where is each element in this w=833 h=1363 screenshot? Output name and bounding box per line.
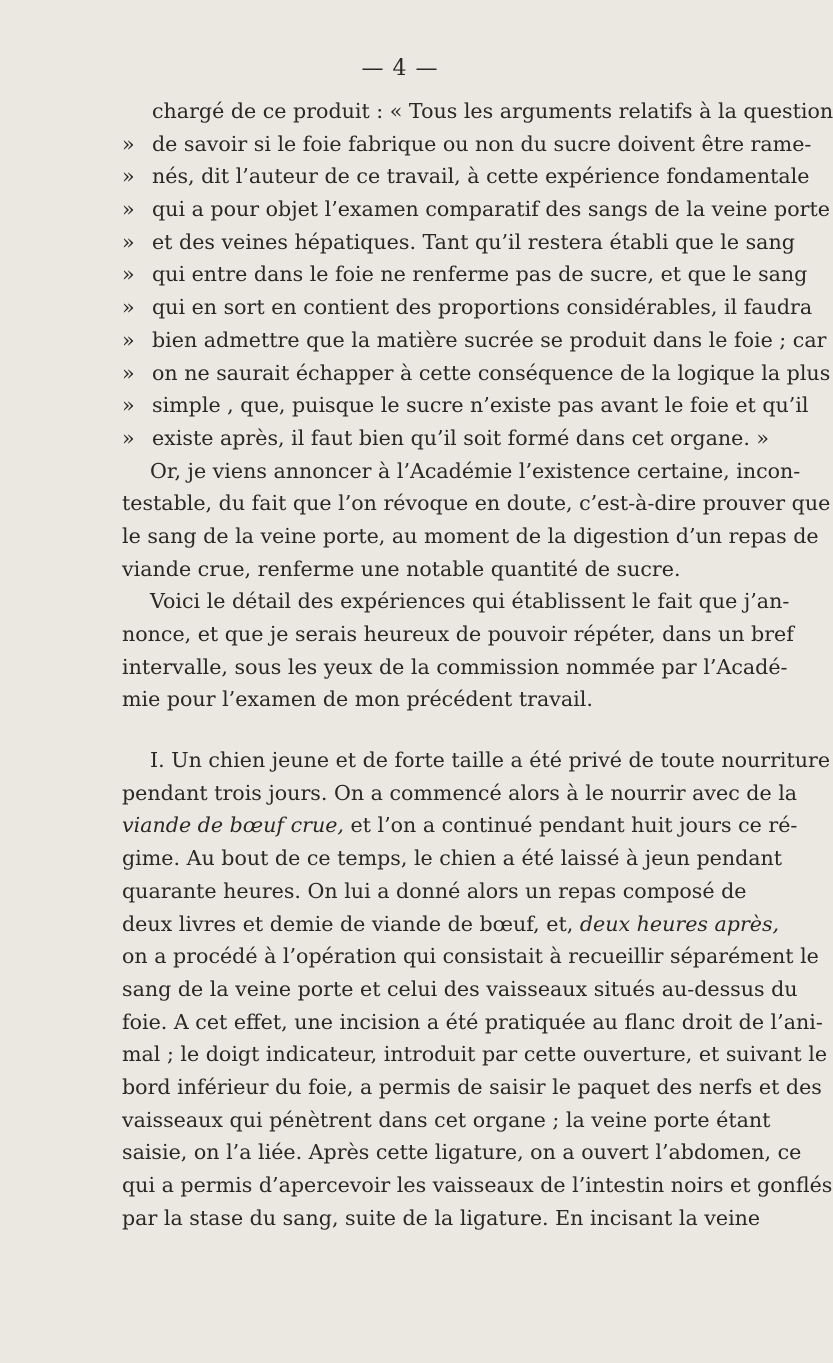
quote-mark: »: [122, 131, 135, 156]
body-text: [122, 95, 833, 1234]
text-line: par la stase du sang, suite de la ligature. En incisant la veine: [122, 1205, 761, 1230]
italic-text: viande de bœuf crue,: [122, 813, 344, 838]
text-line: deux livres et demie de viande de bœuf, et, deux heures après,: [122, 911, 780, 936]
text-line: sang de la veine porte et celui des vaisseaux situés au-dessus du: [122, 976, 798, 1001]
text-line: pendant trois jours. On a commencé alors à le nourrir avec de la: [122, 780, 798, 805]
text-line: saisie, on l’a liée. Après cette ligature, on a ouvert l’abdomen, ce: [122, 1140, 802, 1165]
text-line: le sang de la veine porte, au moment de la digestion d’un repas de: [122, 523, 819, 548]
text-line: » qui entre dans le foie ne renferme pas de sucre, et que le sang: [122, 258, 712, 291]
text-line: » de savoir si le foie fabrique ou non du sucre doivent être rame-: [122, 128, 712, 161]
text-line: bord inférieur du foie, a permis de saisir le paquet des nerfs et des: [122, 1074, 822, 1099]
quote-mark: »: [122, 164, 135, 189]
text-line: quarante heures. On lui a donné alors un repas composé de: [122, 878, 747, 903]
paragraph: [122, 455, 831, 586]
text-line: on a procédé à l’opération qui consistait à recueillir séparément le: [122, 944, 819, 969]
text-line: foie. A cet effet, une incision a été pratiquée au flanc droit de l’ani-: [122, 1009, 823, 1034]
text-line: Voici le détail des expériences qui établissent le fait que j’an-: [150, 589, 790, 614]
experiment-paragraph: [122, 744, 833, 1234]
text-line: nonce, et que je serais heureux de pouvoir répéter, dans un bref: [122, 622, 794, 646]
text-line: » qui en sort en contient des proportions considérables, il faudra: [122, 291, 712, 324]
text-line: chargé de ce produit : « Tous les arguments relatifs à la question: [152, 99, 833, 123]
text-line: Or, je viens annoncer à l’Académie l’existence certaine, incon-: [150, 458, 801, 483]
text-line: I. Un chien jeune et de forte taille a été privé de toute nourriture: [150, 748, 831, 773]
text-line: viande crue, renferme une notable quantité de sucre.: [122, 556, 681, 581]
quoted-paragraph: [122, 95, 833, 455]
quote-mark: »: [122, 229, 135, 254]
quote-mark: »: [122, 425, 135, 450]
quote-mark: »: [122, 360, 135, 385]
text-line: » bien admettre que la matière sucrée se produit dans le foie ; car: [122, 324, 712, 357]
quote-mark: »: [122, 262, 135, 287]
quote-mark: »: [122, 393, 135, 418]
text-line: qui a permis d’apercevoir les vaisseaux de l’intestin noirs et gonflés: [122, 1173, 833, 1197]
text-line: mie pour l’examen de mon précédent travail.: [122, 687, 593, 712]
quote-mark: »: [122, 197, 135, 222]
text-line: testable, du fait que l’on révoque en doute, c’est-à-dire prouver que: [122, 491, 831, 516]
text-line: vaisseaux qui pénètrent dans cet organe ; la veine porte étant: [122, 1107, 771, 1132]
text-line: gime. Au bout de ce temps, le chien a été laissé à jeun pendant: [122, 846, 783, 871]
quote-mark: »: [122, 327, 135, 352]
text-line: » nés, dit l’auteur de ce travail, à cette expérience fondamentale: [122, 160, 712, 193]
page-number: — 4 —: [361, 56, 439, 81]
paragraph: [122, 585, 794, 716]
text-line: intervalle, sous les yeux de la commission nommée par l’Acadé-: [122, 654, 788, 679]
text-line: » existe après, il faut bien qu’il soit formé dans cet organe. »: [122, 422, 712, 455]
text-line: » simple , que, puisque le sucre n’existe pas avant le foie et qu’il: [122, 389, 712, 422]
text-line: mal ; le doigt indicateur, introduit par cette ouverture, et suivant le: [122, 1042, 828, 1067]
text-line: » on ne saurait échapper à cette conséquence de la logique la plus: [122, 357, 712, 390]
italic-text: deux heures après,: [579, 911, 780, 936]
text-line: viande de bœuf crue, et l’on a continué pendant huit jours ce ré-: [122, 813, 798, 838]
quote-mark: »: [122, 295, 135, 320]
text-line: » et des veines hépatiques. Tant qu’il restera établi que le sang: [122, 226, 712, 259]
text-line: » qui a pour objet l’examen comparatif des sangs de la veine porte: [122, 193, 712, 226]
